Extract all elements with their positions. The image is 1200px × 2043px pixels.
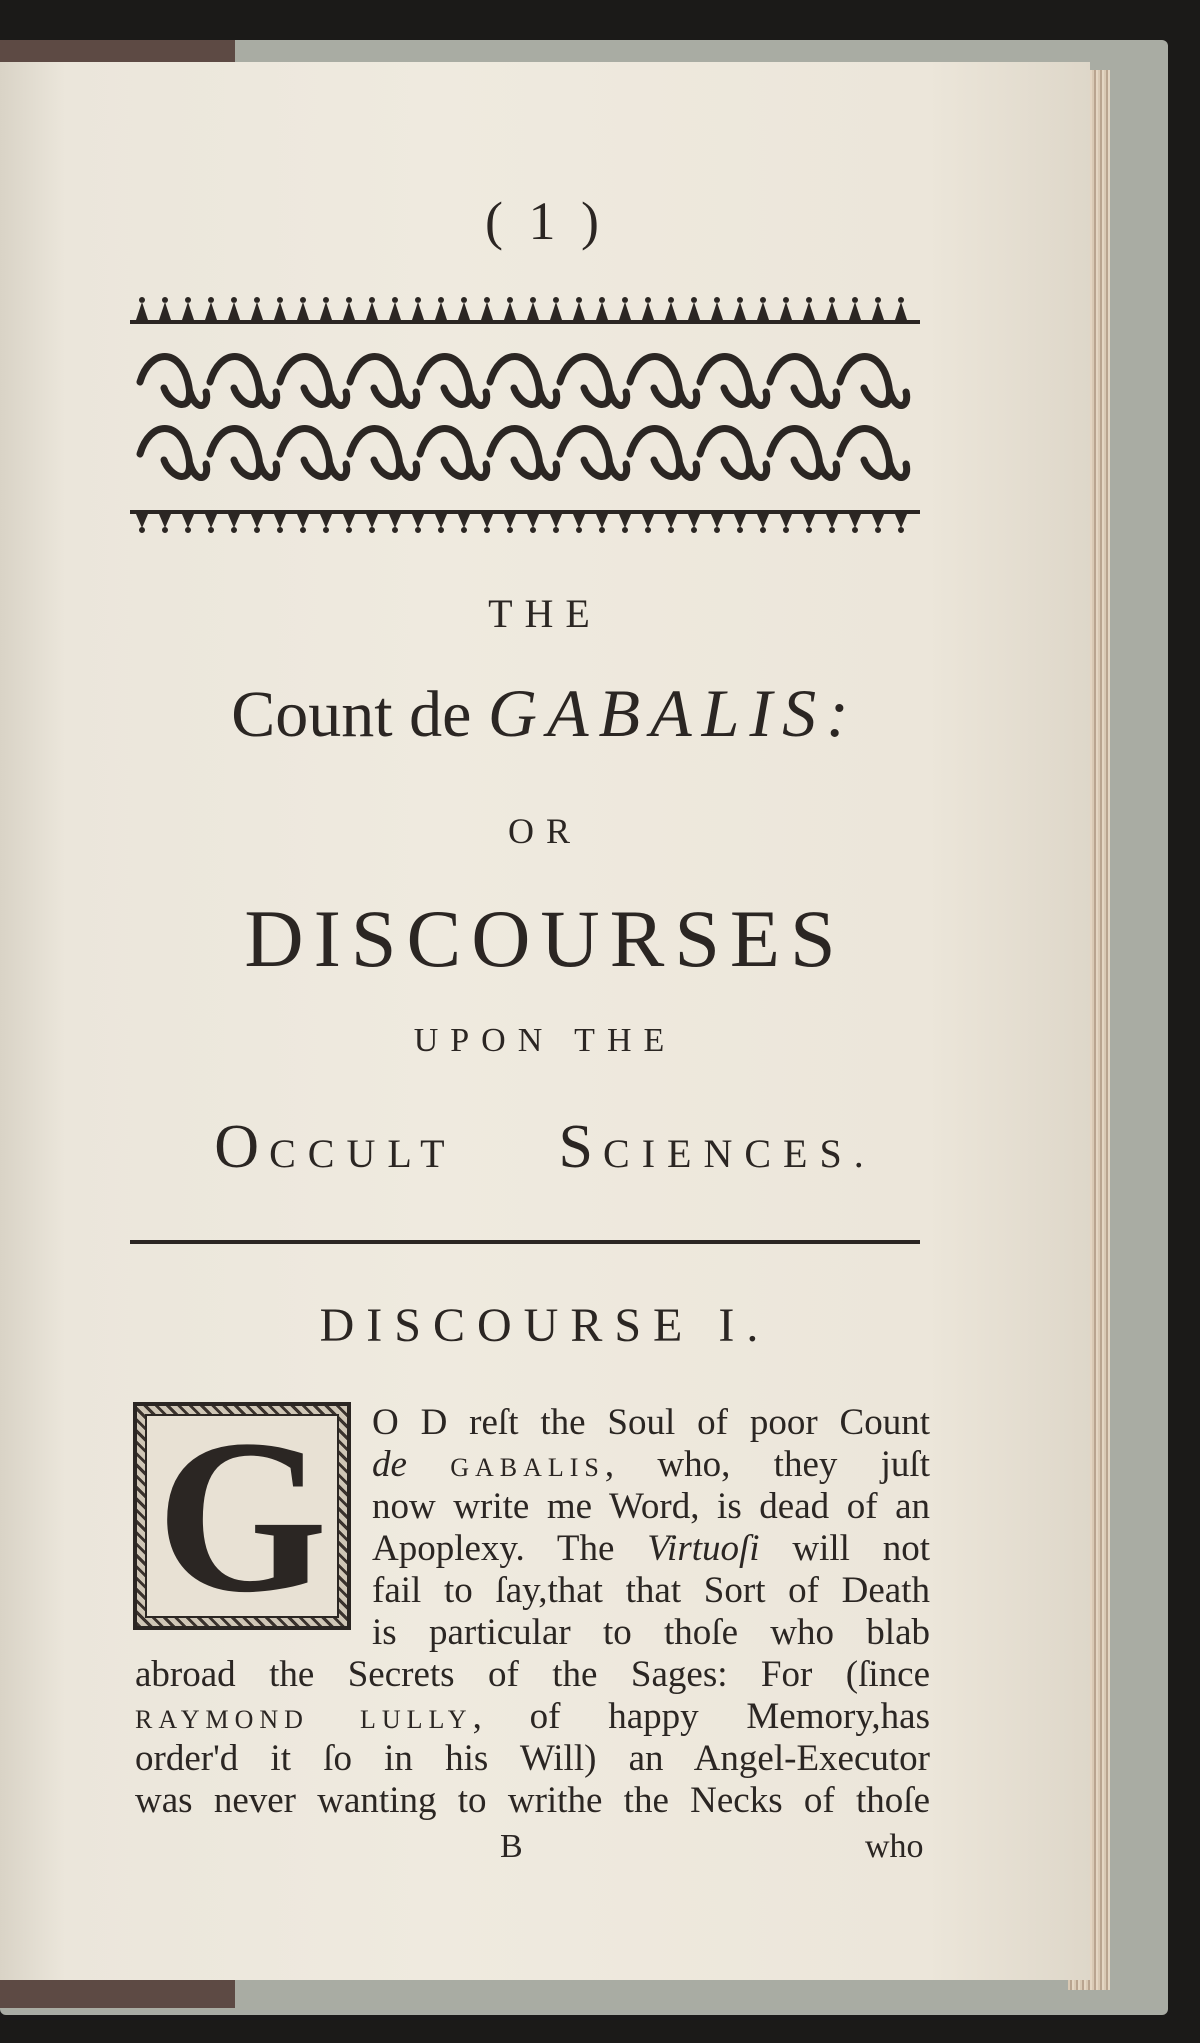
text-line-10: was never wanting to writhe the Necks of thoſe: [135, 1780, 930, 1821]
text-line-2-a: de: [372, 1444, 407, 1485]
text-line-8-b: , of happy Memory,has: [472, 1696, 930, 1737]
signature-mark: B: [500, 1828, 523, 1865]
text-line-4-a: Apoplexy. The: [372, 1528, 648, 1569]
text-line-4-c: will not: [759, 1528, 930, 1569]
initial-letter: G: [145, 1414, 339, 1618]
section-heading: DISCOURSE I.: [319, 1299, 771, 1352]
title-count-prefix: Count de: [231, 678, 488, 751]
text-line-8: [135, 1698, 930, 1735]
section-rule: [130, 1240, 920, 1244]
title-the: THE: [488, 591, 602, 636]
text-line-6: is particular to thoſe who blab: [372, 1612, 930, 1653]
title-upon-the: UPON THE: [413, 1022, 677, 1059]
text-line-8-a: RAYMOND LULLY: [135, 1705, 473, 1734]
ornament-border-top-icon: [130, 294, 920, 328]
ornament-scroll-band-icon: [130, 334, 920, 502]
title-occult-sciences: [0, 1112, 1090, 1183]
catchword: who: [865, 1828, 924, 1865]
text-line-7: abroad the Secrets of the Sages: For (ſince: [135, 1654, 930, 1695]
text-line-9: order'd it ſo in his Will) an Angel-Executor: [135, 1738, 930, 1779]
sciences-rest: CIENCES.: [603, 1131, 876, 1176]
occult-initial: O: [214, 1113, 270, 1181]
text-line-4-b: Virtuoſi: [647, 1528, 760, 1569]
text-line-2-b: GABALIS: [450, 1453, 605, 1482]
occult-rest: CCULT: [269, 1131, 457, 1176]
decorated-initial: [133, 1394, 351, 1638]
spine-strip-bottom: [0, 1978, 235, 2008]
text-line-3: now write me Word, is dead of an: [372, 1486, 930, 1527]
title-count-line: [0, 674, 1090, 753]
title-count-name: GABALIS:: [487, 675, 859, 751]
ornament-border-bottom-icon: [130, 508, 920, 534]
sciences-initial: S: [558, 1113, 604, 1181]
text-line-2-c: , who, they juſt: [604, 1444, 930, 1485]
text-line-4: [372, 1530, 930, 1567]
page-number: ( 1 ): [485, 191, 605, 251]
text-line-1: O D reſt the Soul of poor Count: [372, 1402, 930, 1443]
text-line-5: fail to ſay,that that Sort of Death: [372, 1570, 930, 1611]
title-or: OR: [507, 811, 582, 851]
text-line-2: [372, 1446, 930, 1483]
title-discourses: DISCOURSES: [244, 893, 846, 984]
book-page: [0, 62, 1090, 1980]
